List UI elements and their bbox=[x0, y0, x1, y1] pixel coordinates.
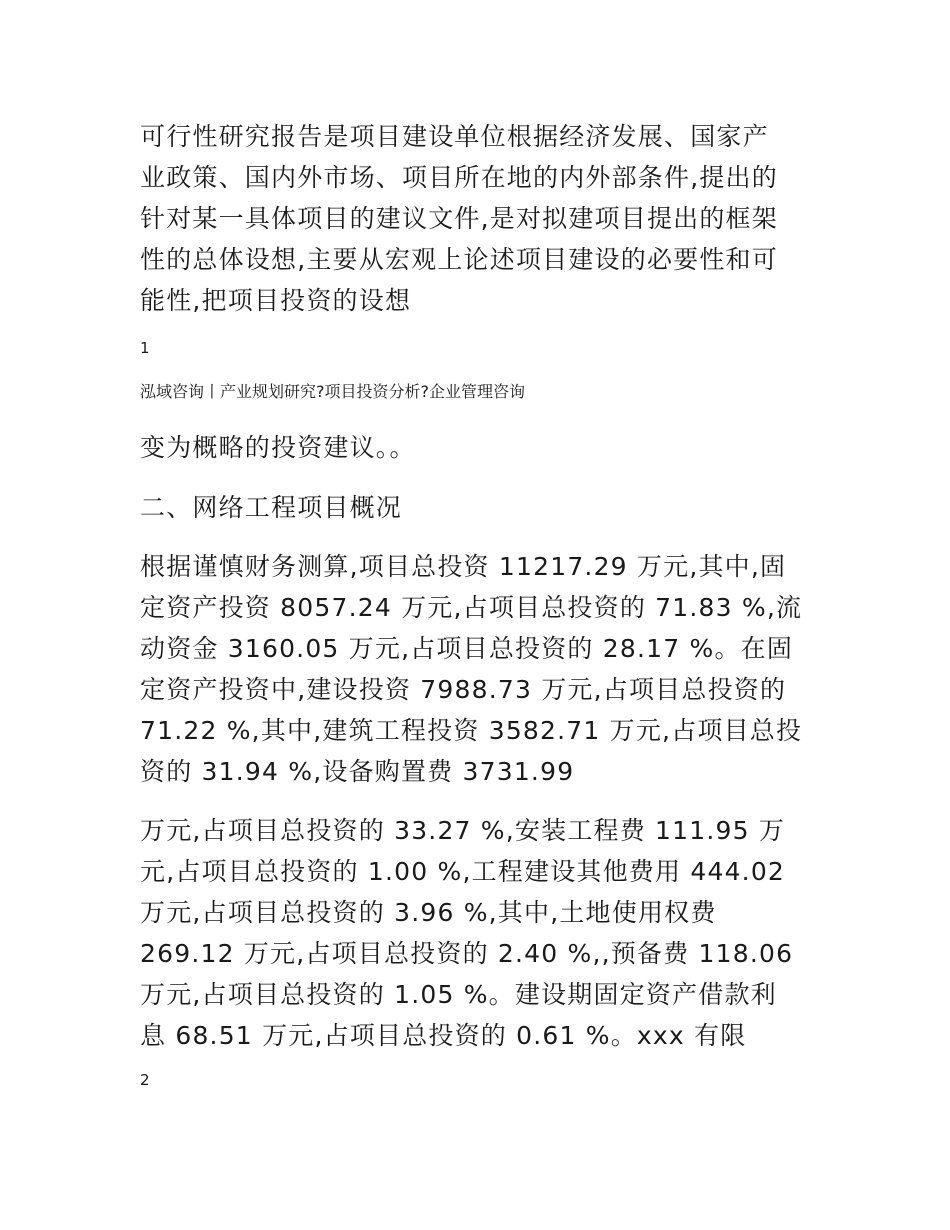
paragraph-investment bbox=[140, 546, 830, 792]
paragraph-intro bbox=[140, 116, 830, 321]
text-line: 万元,占项目总投资的 3.96 %,其中,土地使用权费 bbox=[140, 898, 717, 927]
page-number: 1 bbox=[140, 339, 150, 357]
text-line: 动资金 3160.05 万元,占项目总投资的 28.17 %。在固 bbox=[140, 634, 794, 663]
text-line: 71.22 %,其中,建筑工程投资 3582.71 万元,占项目总投 bbox=[140, 716, 803, 745]
text-line: 资的 31.94 %,设备购置费 3731.99 bbox=[140, 757, 575, 786]
text-line: 针对某一具体项目的建议文件,是对拟建项目提出的框架 bbox=[140, 204, 778, 233]
text-line: 可行性研究报告是项目建设单位根据经济发展、国家产 bbox=[140, 122, 769, 151]
text-line: 万元,占项目总投资的 1.05 %。建设期固定资产借款利 bbox=[140, 980, 777, 1009]
paragraph-investment-cont bbox=[140, 810, 830, 1056]
paragraph-continuation bbox=[140, 427, 830, 468]
text-line: 能性,把项目投资的设想 bbox=[140, 286, 412, 315]
text-line: 269.12 万元,占项目总投资的 2.40 %,,预备费 118.06 bbox=[140, 939, 794, 968]
text-line: 万元,占项目总投资的 33.27 %,安装工程费 111.95 万 bbox=[140, 816, 786, 845]
text-line: 定资产投资中,建设投资 7988.73 万元,占项目总投资的 bbox=[140, 675, 787, 704]
text-line: 息 68.51 万元,占项目总投资的 0.61 %。xxx 有限 bbox=[140, 1021, 747, 1050]
section-heading: 二、网络工程项目概况 bbox=[140, 493, 403, 522]
text-line: 业政策、国内外市场、项目所在地的内外部条件,提出的 bbox=[140, 163, 778, 192]
text-line: 性的总体设想,主要从宏观上论述项目建设的必要性和可 bbox=[140, 245, 778, 274]
page-number: 2 bbox=[140, 1071, 150, 1089]
text-line: 定资产投资 8057.24 万元,占项目总投资的 71.83 %,流 bbox=[140, 593, 803, 622]
running-header: 泓域咨询丨产业规划研究?项目投资分析?企业管理咨询 bbox=[140, 382, 525, 401]
text-line: 变为概略的投资建议。。 bbox=[140, 433, 416, 462]
text-line: 根据谨慎财务测算,项目总投资 11217.29 万元,其中,固 bbox=[140, 552, 787, 581]
text-line: 元,占项目总投资的 1.00 %,工程建设其他费用 444.02 bbox=[140, 857, 786, 886]
